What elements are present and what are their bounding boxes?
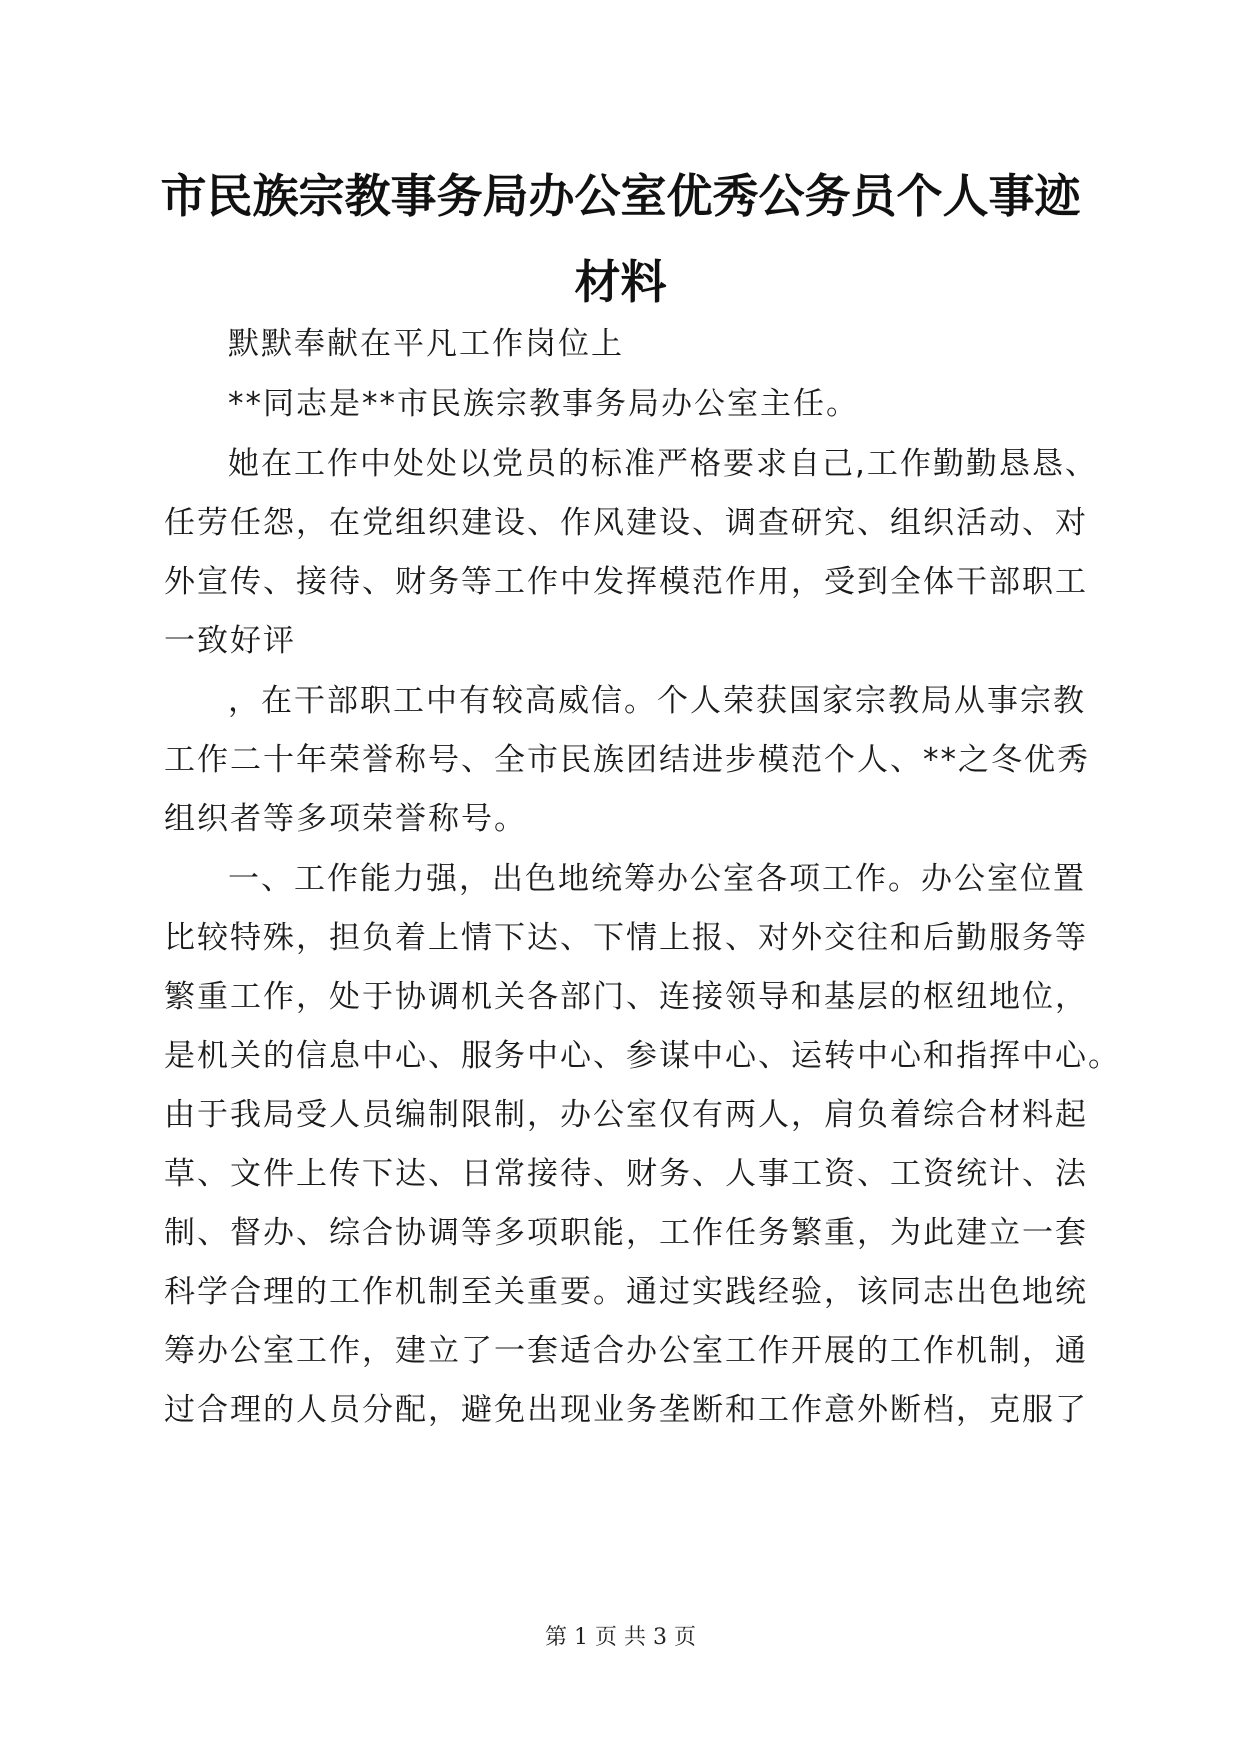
body-line: 筹办公室工作，建立了一套适合办公室工作开展的工作机制，通 <box>164 1333 1088 1369</box>
body-line: 是机关的信息中心、服务中心、参谋中心、运转中心和指挥中心。 <box>164 1038 1121 1074</box>
body-line: **同志是**市民族宗教事务局办公室主任。 <box>228 386 859 422</box>
document-title-line-2: 材料 <box>574 255 667 309</box>
body-line: 过合理的人员分配，避免出现业务垄断和工作意外断档，克服了 <box>164 1392 1088 1428</box>
body-line: 工作二十年荣誉称号、全市民族团结进步模范个人、**之冬优秀 <box>164 742 1090 778</box>
document-title-line-1: 市民族宗教事务局办公室优秀公务员个人事迹 <box>160 169 1081 223</box>
body-line: 制、督办、综合协调等多项职能，工作任务繁重，为此建立一套 <box>164 1215 1088 1251</box>
body-line: 一致好评 <box>164 623 296 659</box>
subtitle-line: 默默奉献在平凡工作岗位上 <box>228 326 624 362</box>
body-line: 一、工作能力强，出色地统筹办公室各项工作。办公室位置 <box>228 861 1086 897</box>
page-footer: 第 1 页 共 3 页 <box>545 1625 696 1650</box>
body-line: 任劳任怨，在党组织建设、作风建设、调查研究、组织活动、对 <box>164 505 1088 541</box>
body-line: 繁重工作，处于协调机关各部门、连接领导和基层的枢纽地位， <box>164 979 1088 1015</box>
body-line: 由于我局受人员编制限制，办公室仅有两人，肩负着综合材料起 <box>164 1097 1088 1133</box>
body-line: 草、文件上传下达、日常接待、财务、人事工资、工资统计、法 <box>164 1156 1088 1192</box>
body-line: 比较特殊，担负着上情下达、下情上报、对外交往和后勤服务等 <box>164 920 1088 956</box>
body-line: 组织者等多项荣誉称号。 <box>164 801 527 837</box>
body-line: ，在干部职工中有较高威信。个人荣获国家宗教局从事宗教 <box>228 683 1086 719</box>
body-line: 科学合理的工作机制至关重要。通过实践经验，该同志出色地统 <box>164 1274 1088 1310</box>
body-line: 外宣传、接待、财务等工作中发挥模范作用，受到全体干部职工 <box>164 564 1088 600</box>
body-line: 她在工作中处处以党员的标准严格要求自己,工作勤勤恳恳、 <box>228 446 1098 482</box>
